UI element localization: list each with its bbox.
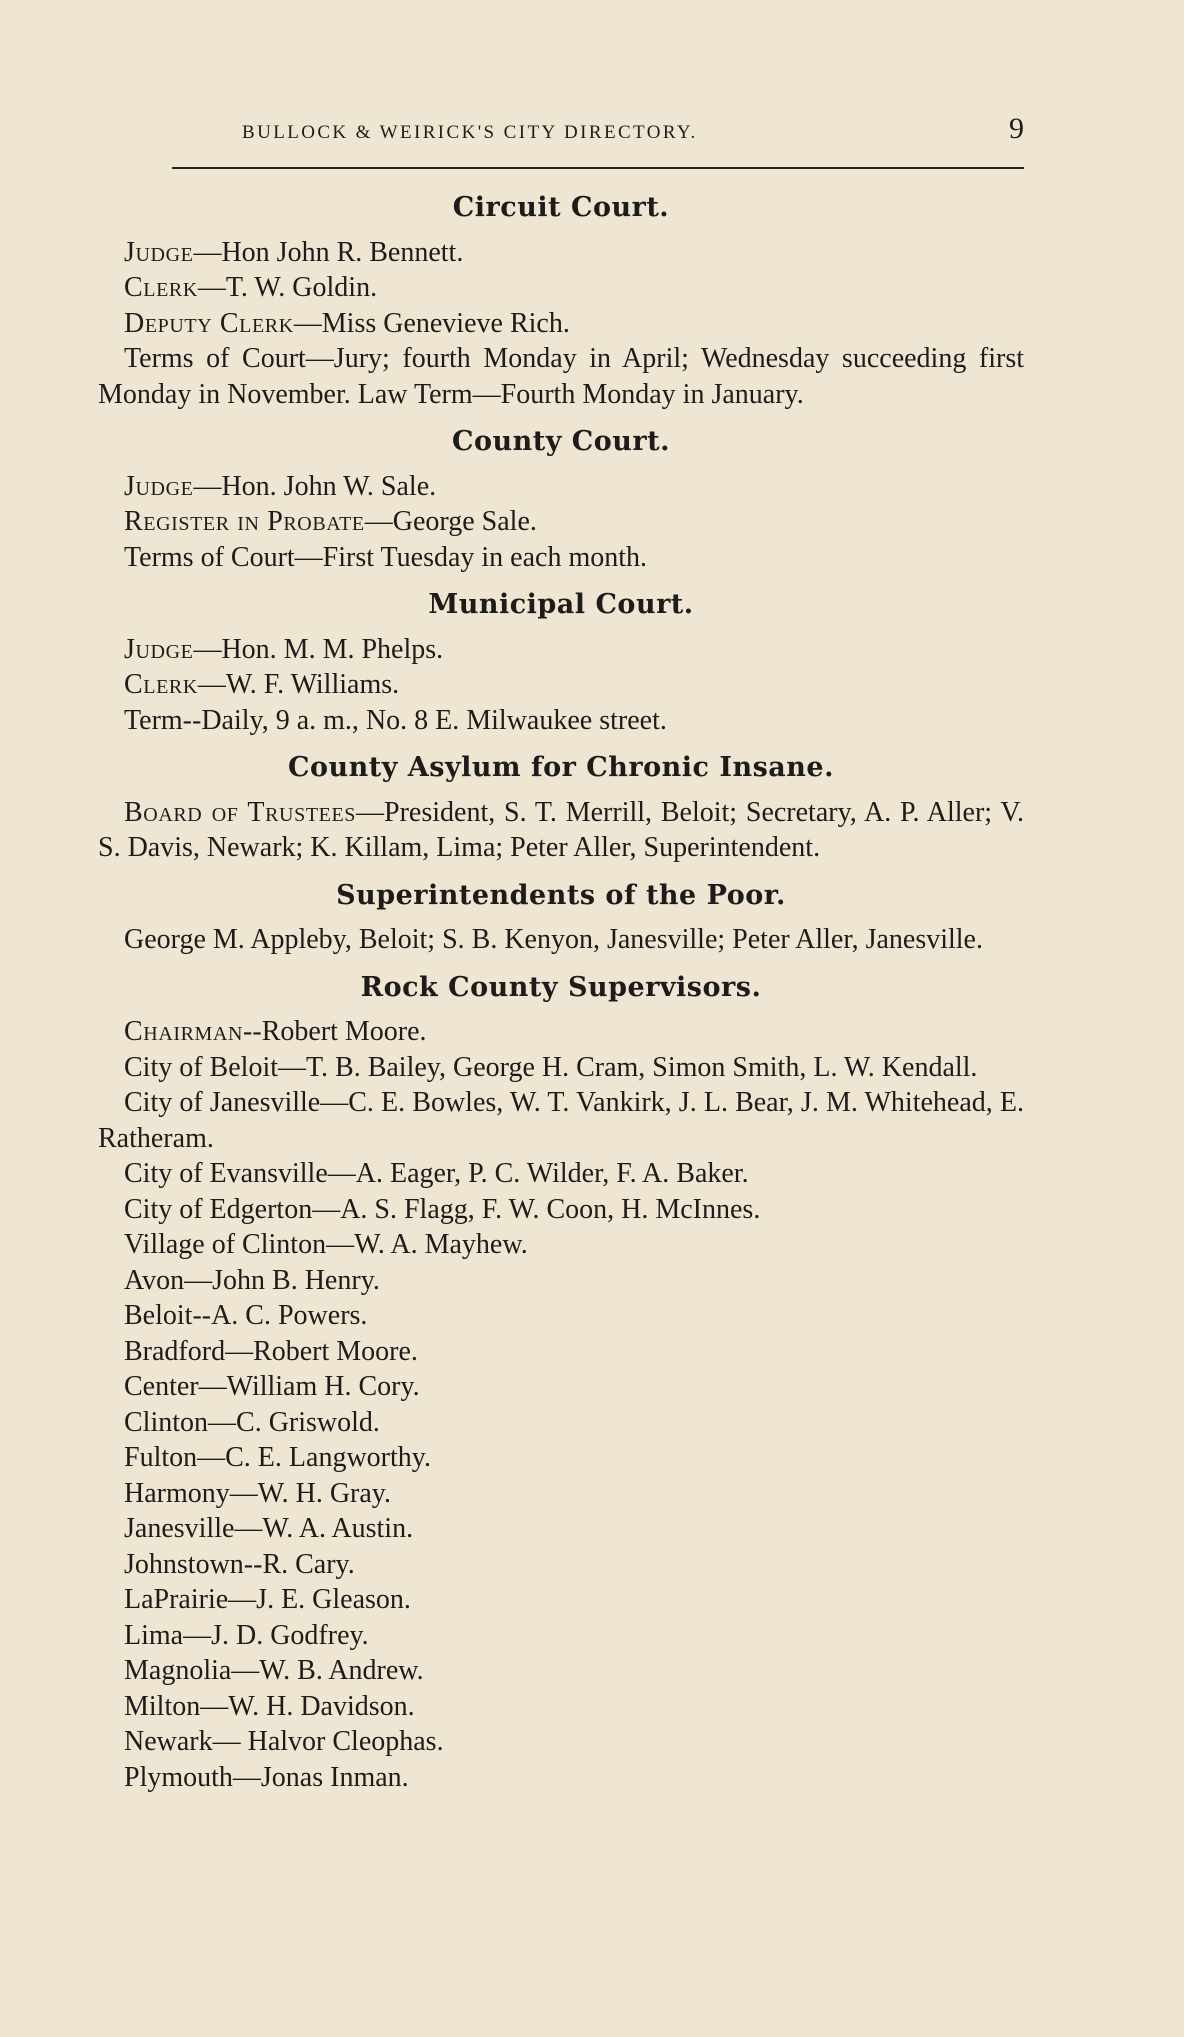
list-item: Village of Clinton—W. A. Mayhew. bbox=[124, 1229, 528, 1260]
header-rule bbox=[172, 167, 1024, 169]
section-heading: Rock County Supervisors. bbox=[360, 971, 762, 1003]
supervisors-beloit-city: City of Beloit—T. B. Bailey, George H. Cram, Simon Smith, L. W. Kendall. bbox=[124, 1051, 978, 1083]
list-item: Harmony—W. H. Gray. bbox=[124, 1477, 391, 1509]
list-item: Clinton—C. Griswold. bbox=[124, 1406, 380, 1438]
role-label: Judge bbox=[124, 633, 194, 665]
page-number: 9 bbox=[1009, 112, 1024, 145]
list-item: City of Edgerton—A. S. Flagg, F. W. Coon, H. McInnes. bbox=[124, 1193, 761, 1225]
circuit-judge bbox=[98, 235, 1024, 271]
role-holder: —T. W. Goldin. bbox=[197, 272, 378, 303]
poor-superintendents: George M. Appleby, Beloit; S. B. Kenyon, Janesville; Peter Aller, Janesville. bbox=[124, 924, 983, 955]
role-holder: —Hon. John W. Sale. bbox=[193, 470, 437, 502]
section-heading: Superintendents of the Poor. bbox=[336, 879, 786, 911]
role-holder: —George Sale. bbox=[364, 506, 537, 537]
municipal-court-section bbox=[98, 587, 1024, 738]
list-item: Milton—W. H. Davidson. bbox=[124, 1690, 415, 1722]
role-label: Register in Probate bbox=[124, 506, 365, 537]
role-label: Judge bbox=[124, 470, 194, 502]
list-item: Fulton—C. E. Langworthy. bbox=[124, 1442, 431, 1473]
circuit-terms: Terms of Court—Jury; fourth Monday in April; Wednesday succeeding first Monday in November. Law Term—Fourth Monday in January. bbox=[98, 343, 1024, 410]
role-holder: —Hon. M. M. Phelps. bbox=[193, 633, 444, 665]
asylum-board bbox=[98, 795, 1024, 866]
running-head: BULLOCK & WEIRICK'S CITY DIRECTORY. bbox=[242, 122, 698, 143]
circuit-court-section bbox=[98, 190, 1024, 412]
list-item: City of Evansville—A. Eager, P. C. Wilder, F. A. Baker. bbox=[124, 1158, 749, 1189]
municipal-term: Term--Daily, 9 a. m., No. 8 E. Milwaukee street. bbox=[124, 704, 667, 736]
list-item: Janesville—W. A. Austin. bbox=[124, 1513, 414, 1544]
county-register bbox=[98, 504, 1024, 540]
list-item: Beloit--A. C. Powers. bbox=[124, 1300, 368, 1331]
municipal-judge bbox=[98, 632, 1024, 668]
list-item: Center—William H. Cory. bbox=[124, 1371, 420, 1402]
page-header bbox=[172, 112, 1024, 146]
list-item: Avon—John B. Henry. bbox=[124, 1264, 380, 1296]
poor-section bbox=[98, 878, 1024, 958]
role-label: Deputy Clerk bbox=[124, 307, 294, 339]
supervisors-town-list bbox=[98, 1156, 1024, 1795]
asylum-section bbox=[98, 750, 1024, 866]
county-terms: Terms of Court—First Tuesday in each month. bbox=[124, 541, 648, 573]
municipal-clerk bbox=[98, 667, 1024, 703]
section-heading: Circuit Court. bbox=[452, 192, 670, 223]
role-holder: —President, S. T. Merrill, Beloit; Secretary, A. P. Aller; V. S. Davis, Newark; K. Killam, Lima; Peter Aller, Superintendent. bbox=[98, 796, 1025, 863]
list-item: Newark— Halvor Cleophas. bbox=[124, 1726, 444, 1757]
role-holder: —Miss Genevieve Rich. bbox=[293, 307, 570, 339]
list-item: LaPrairie—J. E. Gleason. bbox=[124, 1584, 411, 1615]
section-heading: County Court. bbox=[451, 426, 671, 457]
list-item: Lima—J. D. Godfrey. bbox=[124, 1619, 369, 1651]
role-label: Judge bbox=[124, 236, 194, 268]
supervisors-chairman bbox=[98, 1014, 1024, 1050]
county-judge bbox=[98, 469, 1024, 505]
page-body bbox=[98, 180, 1024, 1795]
role-label: Clerk bbox=[124, 669, 198, 700]
list-item: Plymouth—Jonas Inman. bbox=[124, 1761, 409, 1793]
circuit-clerk bbox=[98, 270, 1024, 306]
role-label: Chairman bbox=[124, 1016, 244, 1047]
list-item: Johnstown--R. Cary. bbox=[124, 1548, 355, 1580]
list-item: Magnolia—W. B. Andrew. bbox=[124, 1655, 424, 1686]
role-holder: —W. F. Williams. bbox=[197, 669, 400, 700]
supervisors-janesville-city: City of Janesville—C. E. Bowles, W. T. Vankirk, J. L. Bear, J. M. Whitehead, E. Ratheram. bbox=[98, 1087, 1024, 1154]
role-label: Clerk bbox=[124, 272, 198, 303]
role-holder: --Robert Moore. bbox=[243, 1016, 427, 1047]
circuit-deputy-clerk bbox=[98, 306, 1024, 342]
section-heading: Municipal Court. bbox=[428, 589, 694, 620]
supervisors-section bbox=[98, 970, 1024, 1796]
list-item: Bradford—Robert Moore. bbox=[124, 1335, 418, 1367]
role-label: Board of Trustees bbox=[124, 796, 357, 828]
section-heading: County Asylum for Chronic Insane. bbox=[287, 752, 834, 783]
role-holder: —Hon John R. Bennett. bbox=[193, 236, 464, 268]
county-court-section bbox=[98, 424, 1024, 575]
